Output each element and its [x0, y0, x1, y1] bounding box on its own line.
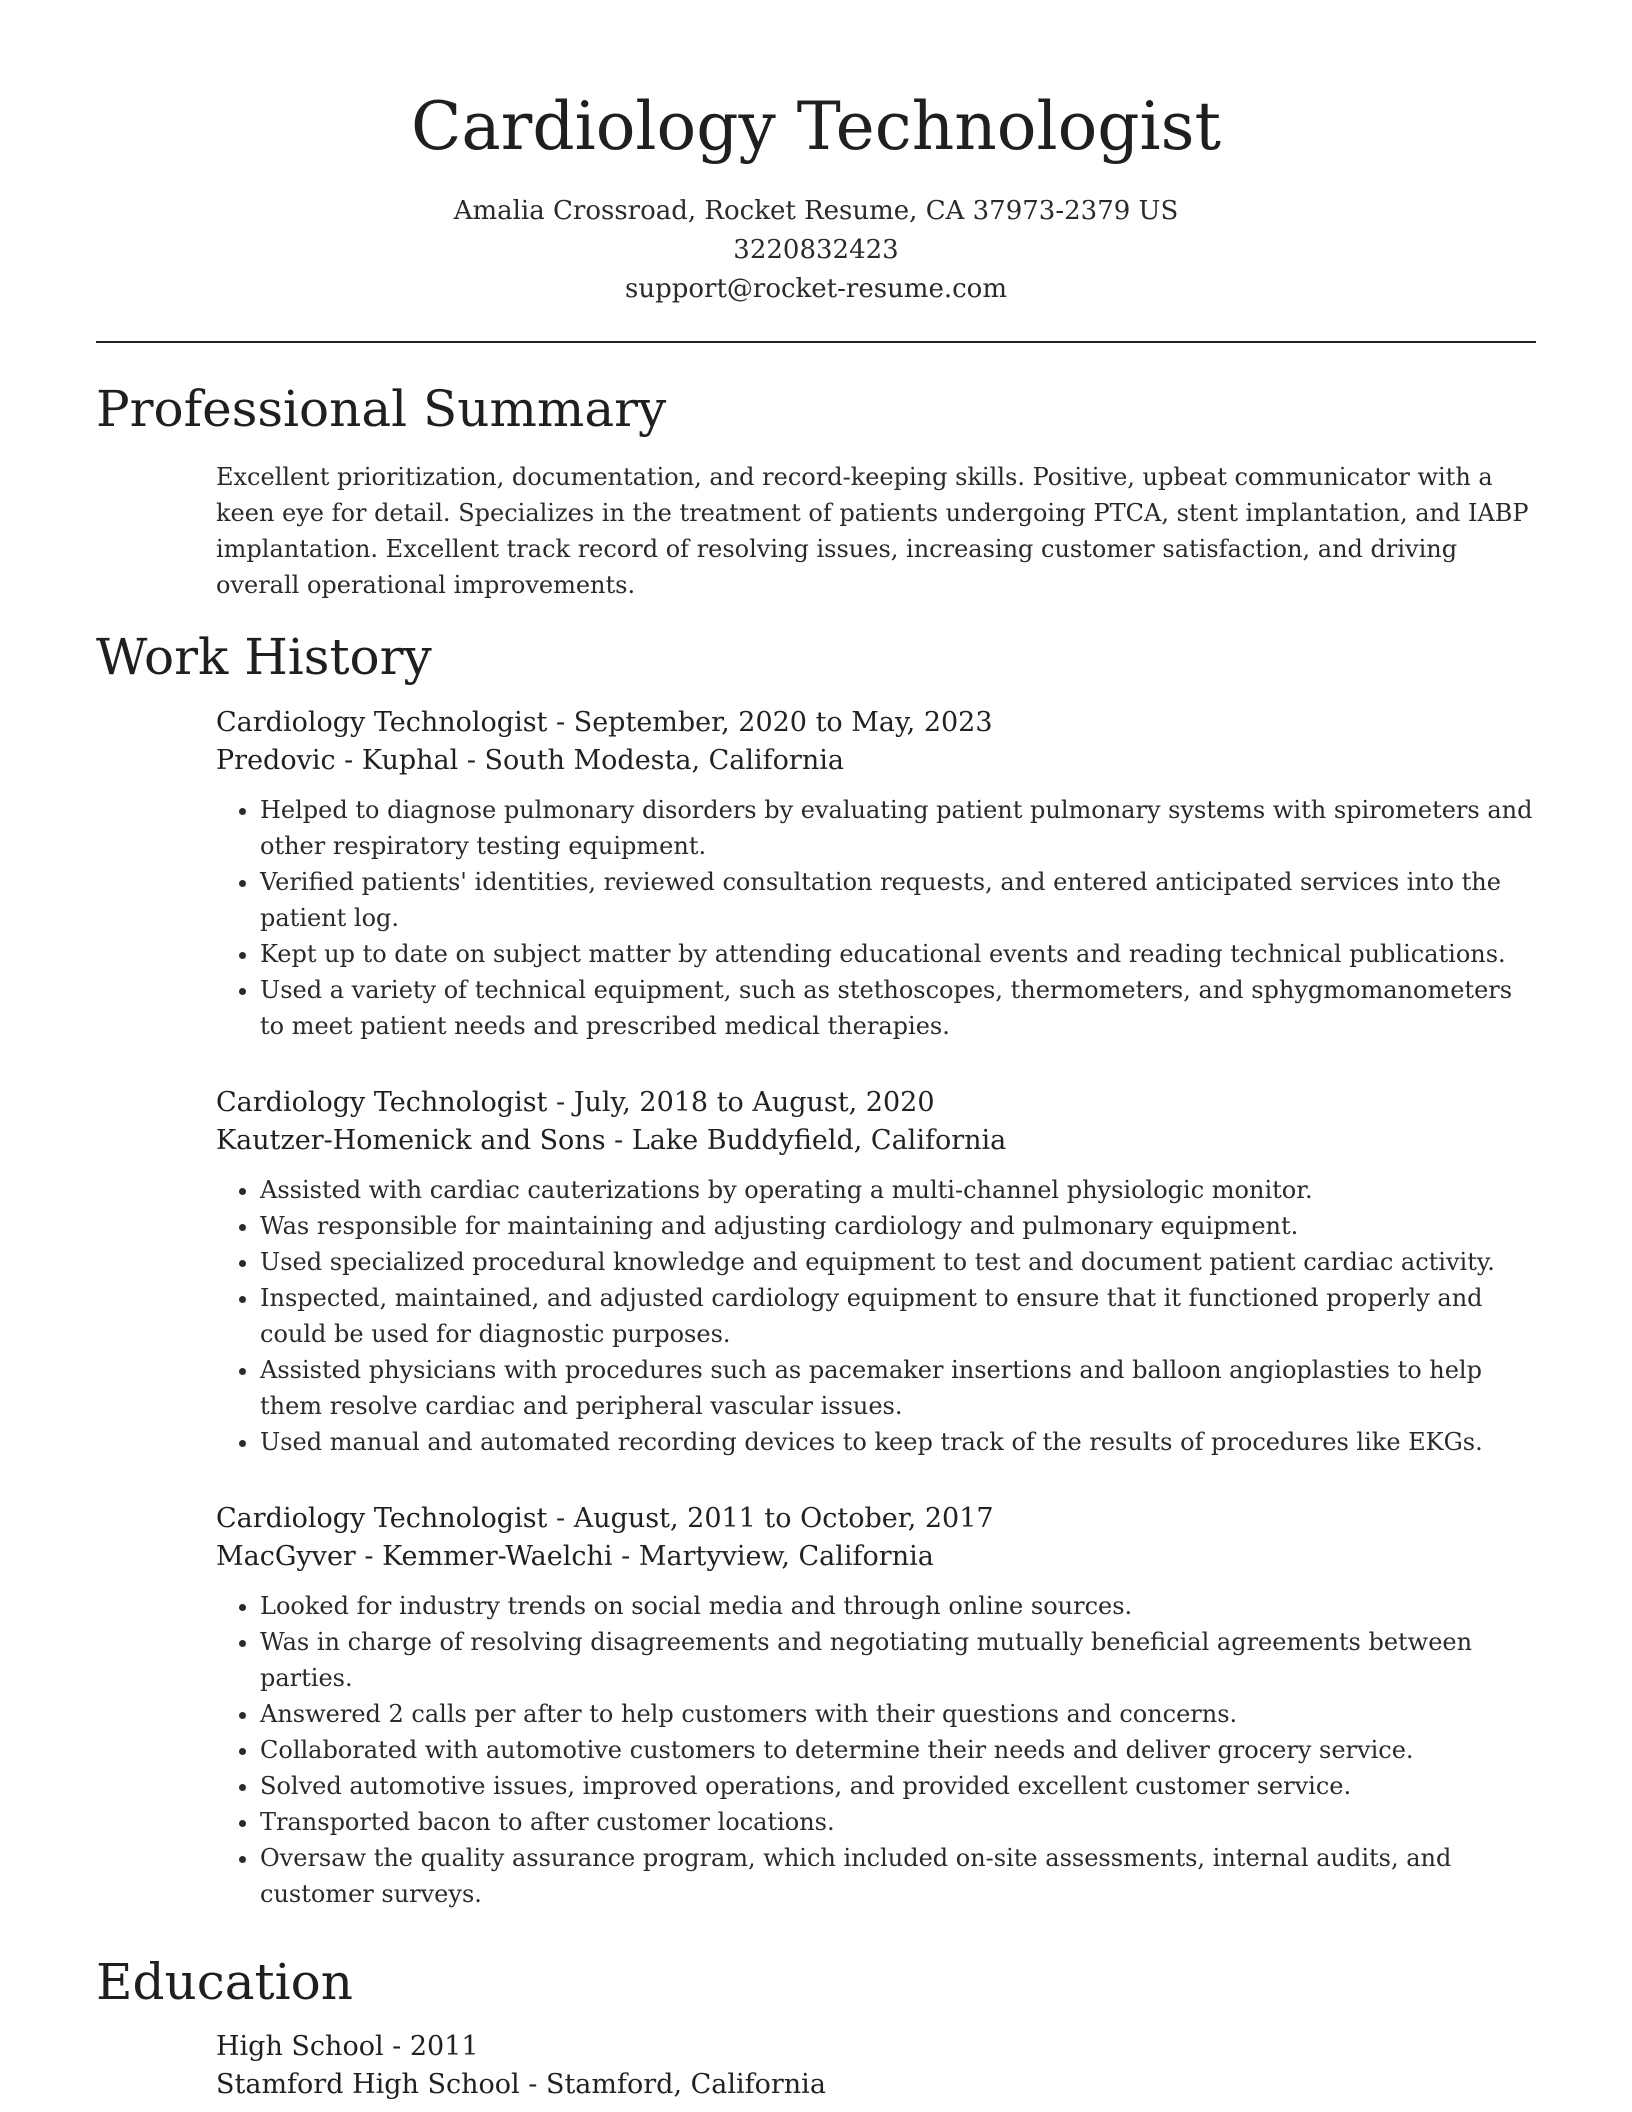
job-role: Cardiology Technologist [216, 1087, 548, 1118]
education-location: - Stamford, California [519, 2069, 826, 2100]
duties-list [216, 792, 1536, 1044]
job-entry [216, 1500, 1536, 1912]
job-company: Predovic - Kuphal [216, 745, 459, 776]
job-entry [216, 1084, 1536, 1460]
list-item: • Oversaw the quality assurance program, which included on-site assessments, internal audits, and customer surveys. [260, 1840, 1536, 1912]
job-title-line [216, 704, 1536, 742]
job-company-line [216, 1122, 1536, 1160]
education-degree: High School [216, 2031, 384, 2062]
job-role: Cardiology Technologist [216, 1503, 548, 1534]
job-location: - Lake Buddyfield, California [605, 1125, 1007, 1156]
list-item: • Transported bacon to after customer locations. [260, 1804, 1536, 1840]
work-history-heading: Work History [96, 628, 432, 686]
job-location: - South Modesta, California [458, 745, 844, 776]
job-entry [216, 704, 1536, 1044]
contact-address: Amalia Crossroad, Rocket Resume, CA 37973-2379 US [453, 196, 1179, 226]
education-school-line [216, 2066, 1536, 2104]
list-item: • Was in charge of resolving disagreements and negotiating mutually beneficial agreements between parties. [260, 1624, 1536, 1696]
summary-text: Excellent prioritization, documentation, and record-keeping skills. Positive, upbeat communicator with a keen eye for detail. Specializes in the treatment of patients undergoing PTCA, stent implantation, and IABP implantation. Excellent track record of resolving issues, increasing customer satisfaction, and driving overall operational improvements. [216, 463, 1529, 599]
duties-list [216, 1172, 1536, 1460]
job-company-line [216, 742, 1536, 780]
education-heading: Education [96, 1953, 353, 2011]
education-year: - 2011 [383, 2031, 479, 2062]
header-divider [96, 341, 1536, 343]
job-dates: - July, 2018 to August, 2020 [547, 1087, 935, 1118]
job-title-line [216, 1084, 1536, 1122]
list-item: • Assisted physicians with procedures such as pacemaker insertions and balloon angioplasties to help them resolve cardiac and peripheral vascular issues. [260, 1352, 1536, 1424]
list-item: • Answered 2 calls per after to help customers with their questions and concerns. [260, 1696, 1536, 1732]
contact-phone: 3220832423 [733, 235, 899, 265]
education-school: Stamford High School [216, 2069, 520, 2100]
list-item: • Inspected, maintained, and adjusted cardiology equipment to ensure that it functioned properly and could be used for diagnostic purposes. [260, 1280, 1536, 1352]
job-company-line [216, 1538, 1536, 1576]
education-entry [216, 2028, 1536, 2104]
list-item: • Used a variety of technical equipment, such as stethoscopes, thermometers, and sphygmomanometers to meet patient needs and prescribed medical therapies. [260, 972, 1536, 1044]
job-dates: - September, 2020 to May, 2023 [547, 707, 993, 738]
list-item: • Looked for industry trends on social media and through online sources. [260, 1588, 1536, 1624]
duties-list [216, 1588, 1536, 1912]
list-item: • Kept up to date on subject matter by attending educational events and reading technical publications. [260, 936, 1536, 972]
page-title: Cardiology Technologist [410, 88, 1222, 165]
resume-header [96, 82, 1536, 309]
list-item: • Collaborated with automotive customers to determine their needs and deliver grocery service. [260, 1732, 1536, 1768]
list-item: • Solved automotive issues, improved operations, and provided excellent customer service. [260, 1768, 1536, 1804]
list-item: • Used specialized procedural knowledge and equipment to test and document patient cardiac activity. [260, 1244, 1536, 1280]
job-company: MacGyver - Kemmer-Waelchi [216, 1541, 613, 1572]
job-location: - Martyview, California [612, 1541, 934, 1572]
contact-info [96, 192, 1536, 309]
list-item: • Was responsible for maintaining and adjusting cardiology and pulmonary equipment. [260, 1208, 1536, 1244]
list-item: • Helped to diagnose pulmonary disorders by evaluating patient pulmonary systems with spirometers and other respiratory testing equipment. [260, 792, 1536, 864]
list-item: • Used manual and automated recording devices to keep track of the results of procedures like EKGs. [260, 1424, 1536, 1460]
list-item: • Verified patients' identities, reviewed consultation requests, and entered anticipated services into the patient log. [260, 864, 1536, 936]
education-degree-line [216, 2028, 1536, 2066]
job-company: Kautzer-Homenick and Sons [216, 1125, 606, 1156]
job-dates: - August, 2011 to October, 2017 [547, 1503, 994, 1534]
job-role: Cardiology Technologist [216, 707, 548, 738]
list-item: • Assisted with cardiac cauterizations by operating a multi-channel physiologic monitor. [260, 1172, 1536, 1208]
contact-email: support@rocket-resume.com [624, 274, 1007, 304]
job-title-line [216, 1500, 1536, 1538]
summary-heading: Professional Summary [96, 380, 667, 438]
